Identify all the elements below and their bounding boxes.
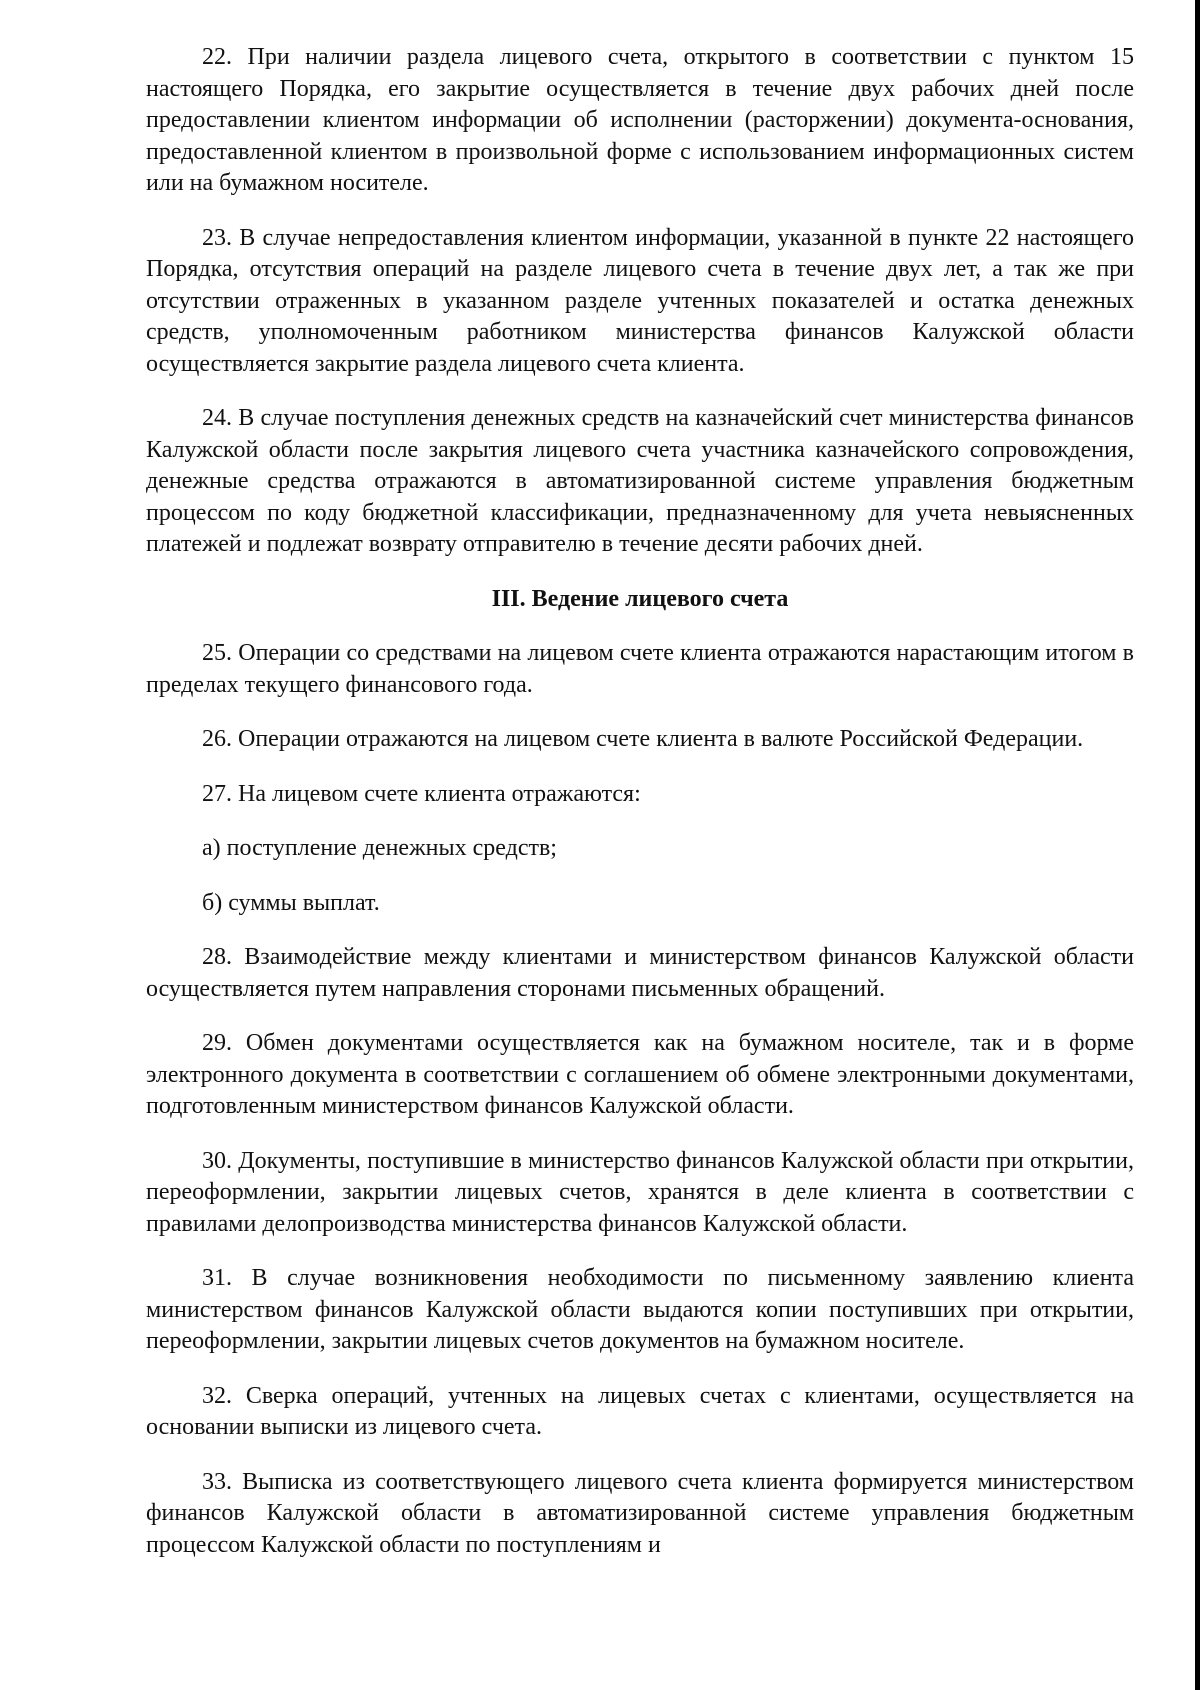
paragraph-25: 25. Операции со средствами на лицевом счете клиента отражаются нарастающим итогом в пределах текущего финансового года. (146, 640, 1134, 698)
paragraph-29: 29. Обмен документами осуществляется как на бумажном носителе, так и в форме электронного документа в соответствии с соглашением об обмене электронными документами, подготовленным министерством финансов Калужской области. (146, 1030, 1134, 1119)
paragraph-24: 24. В случае поступления денежных средств на казначейский счет министерства финансов Калужской области после закрытия лицевого счета участника казначейского сопровождения, денежные средства отражаются в автоматизированной системе управления бюджетным процессом по коду бюджетной классификации, предназначенному для учета невыясненных платежей и подлежат возврату отправителю в течение десяти рабочих дней. (146, 405, 1134, 557)
paragraph-23: 23. В случае непредоставления клиентом информации, указанной в пункте 22 настоящего Порядка, отсутствия операций на разделе лицевого счета в течение двух лет, а так же при отсутствии отраженных в указанном разделе учтенных показателей и остатка денежных средств, уполномоченным работником министерства финансов Калужской области осуществляется закрытие раздела лицевого счета клиента. (146, 224, 1134, 377)
scan-edge-border (1195, 0, 1200, 1690)
document-body (146, 42, 1134, 1584)
paragraph-31: 31. В случае возникновения необходимости по письменному заявлению клиента министерством финансов Калужской области выдаются копии поступивших при открытии, переоформлении, закрытии лицевых счетов документов на бумажном носителе. (146, 1265, 1134, 1354)
paragraph-26: 26. Операции отражаются на лицевом счете клиента в валюте Российской Федерации. (202, 726, 1084, 752)
paragraph-22: 22. При наличии раздела лицевого счета, открытого в соответствии с пунктом 15 настоящего Порядка, его закрытие осуществляется в течение двух рабочих дней после предоставлении клиентом информации об исполнении (расторжении) документа-основания, предоставленной клиентом в произвольной форме с использованием информационных систем или на бумажном носителе. (146, 44, 1134, 196)
list-item-a: а) поступление денежных средств; (202, 835, 557, 861)
paragraph-28: 28. Взаимодействие между клиентами и министерством финансов Калужской области осуществляется путем направления сторонами письменных обращений. (146, 944, 1134, 1002)
paragraph-27: 27. На лицевом счете клиента отражаются: (202, 780, 641, 807)
paragraph-30: 30. Документы, поступившие в министерство финансов Калужской области при открытии, переоформлении, закрытии лицевых счетов, хранятся в деле клиента в соответствии с правилами делопроизводства министерства финансов Калужской области. (146, 1147, 1134, 1237)
paragraph-33: 33. Выписка из соответствующего лицевого счета клиента формируется министерством финансов Калужской области в автоматизированной системе управления бюджетным процессом Калужской области по поступлениям и (146, 1468, 1134, 1558)
list-item-b: б) суммы выплат. (202, 889, 380, 916)
section-heading: III. Ведение лицевого счета (491, 585, 789, 612)
paragraph-32: 32. Сверка операций, учтенных на лицевых счетах с клиентами, осуществляется на основании выписки из лицевого счета. (146, 1382, 1134, 1440)
